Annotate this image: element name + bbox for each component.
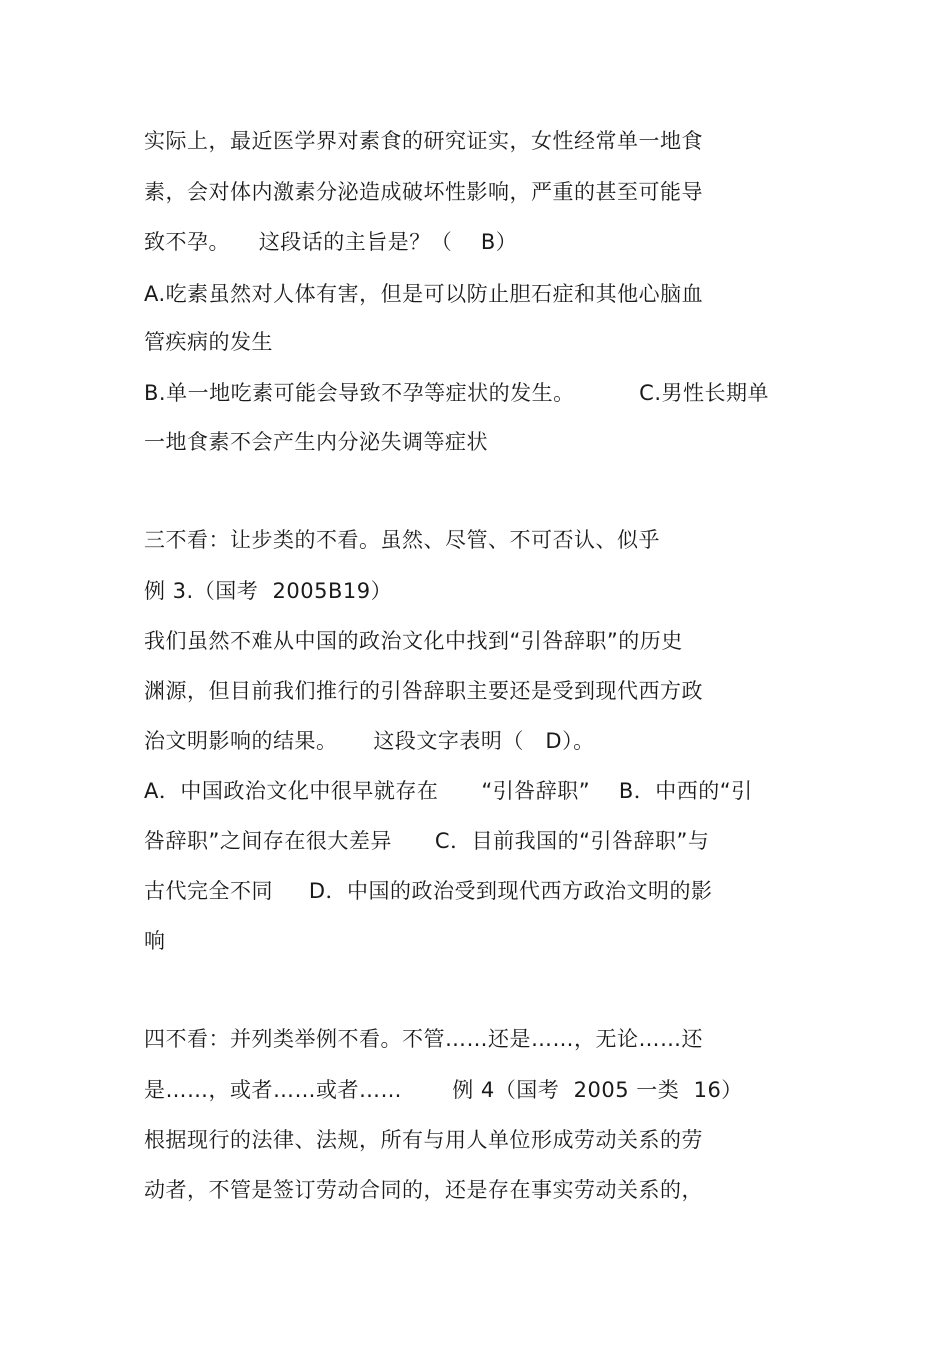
- section-heading: 四不看：并列类举例不看。不管……还是……，无论……还: [144, 1027, 703, 1051]
- text-line: 治文明影响的结果。 这段文字表明（ D）。: [144, 729, 595, 753]
- option-line: A．中国政治文化中很早就存在 “引咎辞职” B．中西的“引: [144, 779, 753, 803]
- option-line: 一地食素不会产生内分泌失调等症状: [144, 430, 488, 454]
- option-line: 管疾病的发生: [144, 330, 273, 354]
- text-line: 致不孕。 这段话的主旨是？（ B）: [144, 230, 518, 254]
- option-line: 咎辞职”之间存在很大差异 C．目前我国的“引咎辞职”与: [144, 829, 710, 853]
- text-line: 素，会对体内激素分泌造成破坏性影响，严重的甚至可能导: [144, 180, 703, 204]
- text-line: 根据现行的法律、法规，所有与用人单位形成劳动关系的劳: [144, 1128, 703, 1152]
- option-line: B.单一地吃素可能会导致不孕等症状的发生。 C.男性长期单: [144, 381, 769, 405]
- text-line: 我们虽然不难从中国的政治文化中找到“引咎辞职”的历史: [144, 629, 683, 653]
- section-heading: 三不看：让步类的不看。虽然、尽管、不可否认、似乎: [144, 528, 660, 552]
- text-line: 动者，不管是签订劳动合同的，还是存在事实劳动关系的，: [144, 1178, 703, 1202]
- text-line: 实际上，最近医学界对素食的研究证实，女性经常单一地食: [144, 129, 703, 153]
- example-label: 例 3.（国考 2005B19）: [144, 579, 393, 603]
- option-line: 古代完全不同 D．中国的政治受到现代西方政治文明的影: [144, 879, 713, 903]
- option-line: A.吃素虽然对人体有害，但是可以防止胆石症和其他心脑血: [144, 282, 704, 306]
- text-line: 渊源，但目前我们推行的引咎辞职主要还是受到现代西方政: [144, 679, 703, 703]
- text-line: 是……，或者……或者…… 例 4（国考 2005 一类 16）: [144, 1078, 743, 1102]
- option-line: 响: [144, 929, 166, 953]
